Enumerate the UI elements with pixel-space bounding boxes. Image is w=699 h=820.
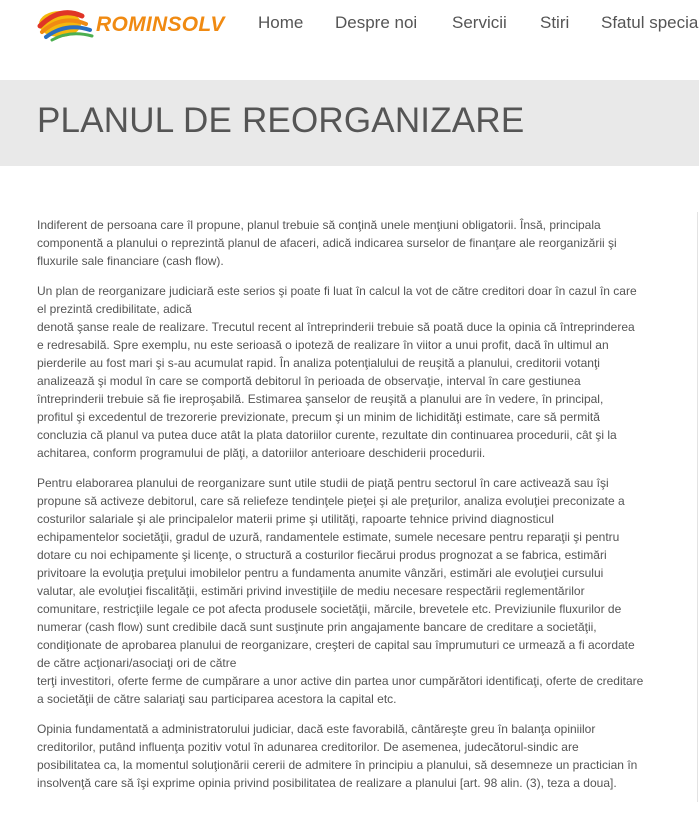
text-line: e redresabilă. Spre exemplu, nu este serioasă o ipoteză de realizare în viitor a unui profit, dacă în ultimul an [37,338,609,352]
text-line: Indiferent de persoana care îl propune, planul trebuie să conţină unele menţiuni obligatorii. Însă, principala [37,218,601,232]
nav-stiri[interactable]: Stiri [540,13,570,32]
text-line: fluxurile sale financiare (cash flow). [37,254,224,268]
text-line: concluzia că planul va putea duce atât la plata datoriilor curente, rezultate din continuarea procedurii, cât şi la [37,428,617,442]
text-line: numerar (cash flow) sunt credibile dacă sunt susţinute prin angajamente bancare de creditare a societăţii, [37,620,597,634]
site-header [0,0,699,80]
logo-wordmark: ROMINSOLV [96,13,225,36]
text-line: componentă a planului o reprezintă planul de afaceri, adică indicarea surselor de finanţare ale reorganizării şi [37,236,617,250]
text-line: costurilor salariale şi ale principalelor materii prime şi utilităţi, rapoarte tehnice privind diagnosticul [37,512,554,526]
text-line: Un plan de reorganizare judiciară este serios şi poate fi luat în calcul la vot de către creditori doar în cazul în care [37,284,637,298]
page-title: PLANUL DE REORGANIZARE [37,101,525,140]
paragraph-4 [37,720,665,792]
text-line: Opinia fundamentată a administratorului judiciar, dacă este favorabilă, cântăreşte greu în balanţa opiniilor [37,722,596,736]
text-line: creditorilor, putând influenţa pozitiv votul în adunarea creditorilor. De asemenea, judecătorul-sindic are [37,740,579,754]
text-line: de către acţionari/asociaţi ori de către [37,656,237,670]
text-line: întreprinderii trebuie să fie ireproşabilă. Estimarea şanselor de reuşită a planului are în vedere, în principal, [37,392,604,406]
article-content [37,216,665,804]
text-line: Pentru elaborarea planului de reorganizare sunt utile studii de piaţă pentru sectorul în care activează sau îşi [37,476,609,490]
site-logo[interactable] [36,4,225,44]
text-line: achitarea, conform programului de plăţi, a datoriilor anterioare deschiderii procedurii. [37,446,486,460]
nav-servicii[interactable]: Servicii [452,13,507,32]
nav-despre-noi[interactable]: Despre noi [335,13,418,32]
text-line: posibilitatea ca, la momentul soluţionării cererii de admitere în principiu a planului, să desemneze un practician în [37,758,638,772]
text-line: condiţionate de aprobarea planului de reorganizare, creşteri de capital sau împrumuturi ce urmează a fi acordate [37,638,635,652]
logo-sun-icon [36,4,98,44]
nav-sfatul-specialistului[interactable]: Sfatul specia [601,13,699,32]
nav-home[interactable]: Home [258,13,304,32]
text-line: profitul şi excedentul de trezorerie previzionate, precum şi un minim de lichidităţi estimate, care să permită [37,410,600,424]
paragraph-1 [37,216,665,270]
text-line: a societăţii de către salariaţi sau participarea acestora la capital etc. [37,692,397,706]
text-line: echipamentelor societăţii, gradul de uzură, randamentele estimate, sumele necesare pentru reparaţii şi pentru [37,530,620,544]
paragraph-2 [37,282,665,462]
text-line: insolvenţă care să îşi exprime opinia privind posibilitatea de realizare a planului [art. 98 alin. (3), teza a doua]. [37,776,617,790]
text-line: valutar, ale evoluţiei fiscalităţii, estimări privind investiţiile de mediu necesare respectării reglementărilor [37,584,585,598]
text-line: dotare cu noi echipamente şi licenţe, o structură a costurilor fiecărui produs prognozat a se fabrica, estimări [37,548,607,562]
text-line: pierderile au fost mari şi s-au acumulat rapid. În analiza potenţialului de reuşită a planului, creditorii votanţi [37,356,600,370]
text-line: el prezintă credibilitate, adică [37,302,192,316]
text-line: denotă şanse reale de realizare. Trecutul recent al întreprinderii trebuie să poată duce la opinia că întreprinderea [37,320,635,334]
text-line: propune să activeze debitorul, care să reliefeze tendinţele pieţei şi ale preţurilor, analiza evoluţiei preconizate a [37,494,625,508]
text-line: analizează şi modul în care se comportă debitorul în perioada de observaţie, interval în care gestiunea [37,374,581,388]
text-line: comunitare, restricţiile legale ce pot afecta produsele societăţii, mărcile, brevetele etc. Previziunile fluxurilor de [37,602,622,616]
text-line: terţi investitori, oferte ferme de cumpărare a unor active din partea unor cumpărători identificaţi, oferte de creditare [37,674,644,688]
paragraph-3 [37,474,665,708]
sidebar-divider [697,212,698,802]
text-line: privitoare la evoluţia preţului imobilelor pentru a fundamenta anumite vânzări, estimări ale evoluţiei cursului [37,566,604,580]
